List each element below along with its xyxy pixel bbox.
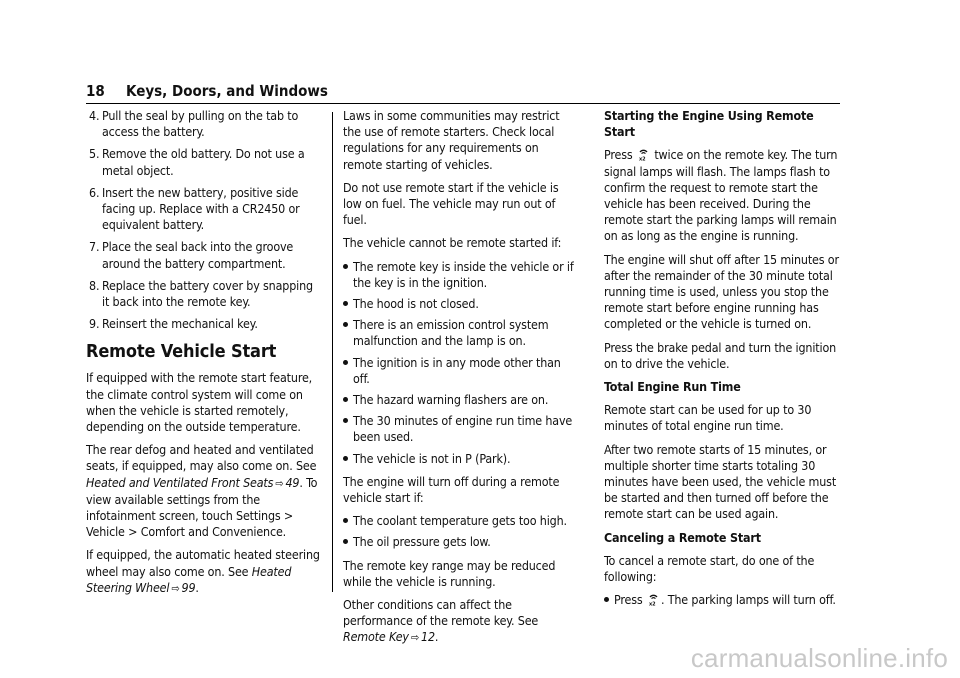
paragraph: The vehicle cannot be remote started if: [343,235,562,251]
section-title: Remote Vehicle Start [86,341,277,363]
chapter-title: Keys, Doors, and Windows [126,82,328,100]
paragraph: Press x2 twice on the remote key. The turn signal lamps will flash. The lamps flash to confirm the request to remote start the vehicle has been received. During the remote start the parking lamps will remain on as long as the engine is running. [604,147,838,244]
engine-turn-off-list [343,513,579,550]
svg-text:x2: x2 [648,601,656,607]
cannot-start-list [343,259,579,467]
watermark: carmanualsonline.info [690,643,948,673]
paragraph: Other conditions can affect the performance of the remote key. See Remote Key ⇨ 12. [343,597,539,645]
svg-text:x2: x2 [638,156,646,162]
paragraph: Do not use remote start if the vehicle is low on fuel. The vehicle may run out of fuel. [343,179,559,228]
subheading: Total Engine Run Time [604,379,741,395]
paragraph: The rear defog and heated and ventilated seats, if equipped, may also come on. See Heated and Ventilated Front Seats ⇨ 49. To view available settings from the infotainment screen, touch Settings > Vehicle > Comfort and Convenience. [86,442,318,540]
list-item: The hazard warning flashers are on. [343,392,579,408]
column-3 [604,108,844,615]
list-item: There is an emission control system malfunction and the lamp is on. [343,317,579,349]
remote-start-icon [638,148,649,161]
page-number: 18 [86,82,105,100]
subheading: Canceling a Remote Start [604,529,761,545]
list-item: The coolant temperature gets too high. [343,513,579,529]
list-item: Press x2 . The parking lamps will turn off. [604,592,844,608]
list-item: The oil pressure gets low. [343,534,579,550]
battery-steps-list [86,108,322,332]
list-item: 9. Reinsert the mechanical key. [89,316,258,332]
list-item: 6. Insert the new battery, positive side facing up. Replace with a CR2450 or equivalent battery. [89,184,300,233]
remote-start-icon [648,593,659,606]
list-item: The 30 minutes of engine run time have been used. [343,413,579,445]
column-1 [86,108,322,604]
paragraph: To cancel a remote start, do one of the following: [604,552,815,585]
paragraph: Remote start can be used for up to 30 minutes of total engine run time. [604,402,812,434]
list-item: 5. Remove the old battery. Do not use a metal object. [89,146,305,178]
page-reference[interactable]: 49 [285,474,300,490]
paragraph: The engine will shut off after 15 minutes or after the remainder of the 30 minute total running time is used, unless you stop the remote start before engine running has completed or the vehicle is turned on. [604,251,839,332]
paragraph: The engine will turn off during a remote vehicle start if: [343,473,560,506]
paragraph: If equipped with the remote start feature, the climate control system will come on when the vehicle is started remotely, depending on the outside temperature. [86,370,313,435]
list-item: The ignition is in any mode other than off. [343,355,579,387]
list-item: 7. Place the seal back into the groove around the battery compartment. [89,239,294,271]
paragraph: Laws in some communities may restrict the use of remote starters. Check local regulations for any requirements on remote starting of vehicles. [343,108,560,172]
page-header [86,80,840,102]
paragraph: If equipped, the automatic heated steering wheel may also come on. See Heated Steering Wheel ⇨ 99. [86,547,320,595]
cancel-list [604,592,844,608]
list-item: 4. Pull the seal by pulling on the tab to access the battery. [89,108,299,140]
page-reference[interactable]: 99 [181,579,196,595]
page-arrow-icon: ⇨ [275,476,284,490]
paragraph: The remote key range may be reduced while the vehicle is running. [343,557,556,589]
cross-reference-link[interactable]: Heated and Ventilated Front Seats [86,474,274,490]
page-arrow-icon: ⇨ [410,631,420,645]
cross-reference-link[interactable]: Remote Key [343,629,409,645]
page-reference[interactable]: 12 [421,629,435,645]
header-rule [86,103,840,104]
list-item: The vehicle is not in P (Park). [343,451,579,467]
subheading: Starting the Engine Using Remote Start [604,108,814,140]
paragraph: After two remote starts of 15 minutes, or multiple shorter time starts totaling 30 minutes have been used, the vehicle must be started and then turned off before the remote start can be used again. [604,441,837,522]
page-arrow-icon: ⇨ [171,581,180,595]
column-divider [332,112,333,592]
list-item: The remote key is inside the vehicle or if the key is in the ignition. [343,259,579,291]
list-item: The hood is not closed. [343,296,579,312]
paragraph: Press the brake pedal and turn the ignition on to drive the vehicle. [604,339,837,371]
cross-reference-link[interactable]: Heated Steering Wheel [86,563,292,595]
column-2 [343,108,579,654]
list-item: 8. Replace the battery cover by snapping it back into the remote key. [89,277,313,310]
